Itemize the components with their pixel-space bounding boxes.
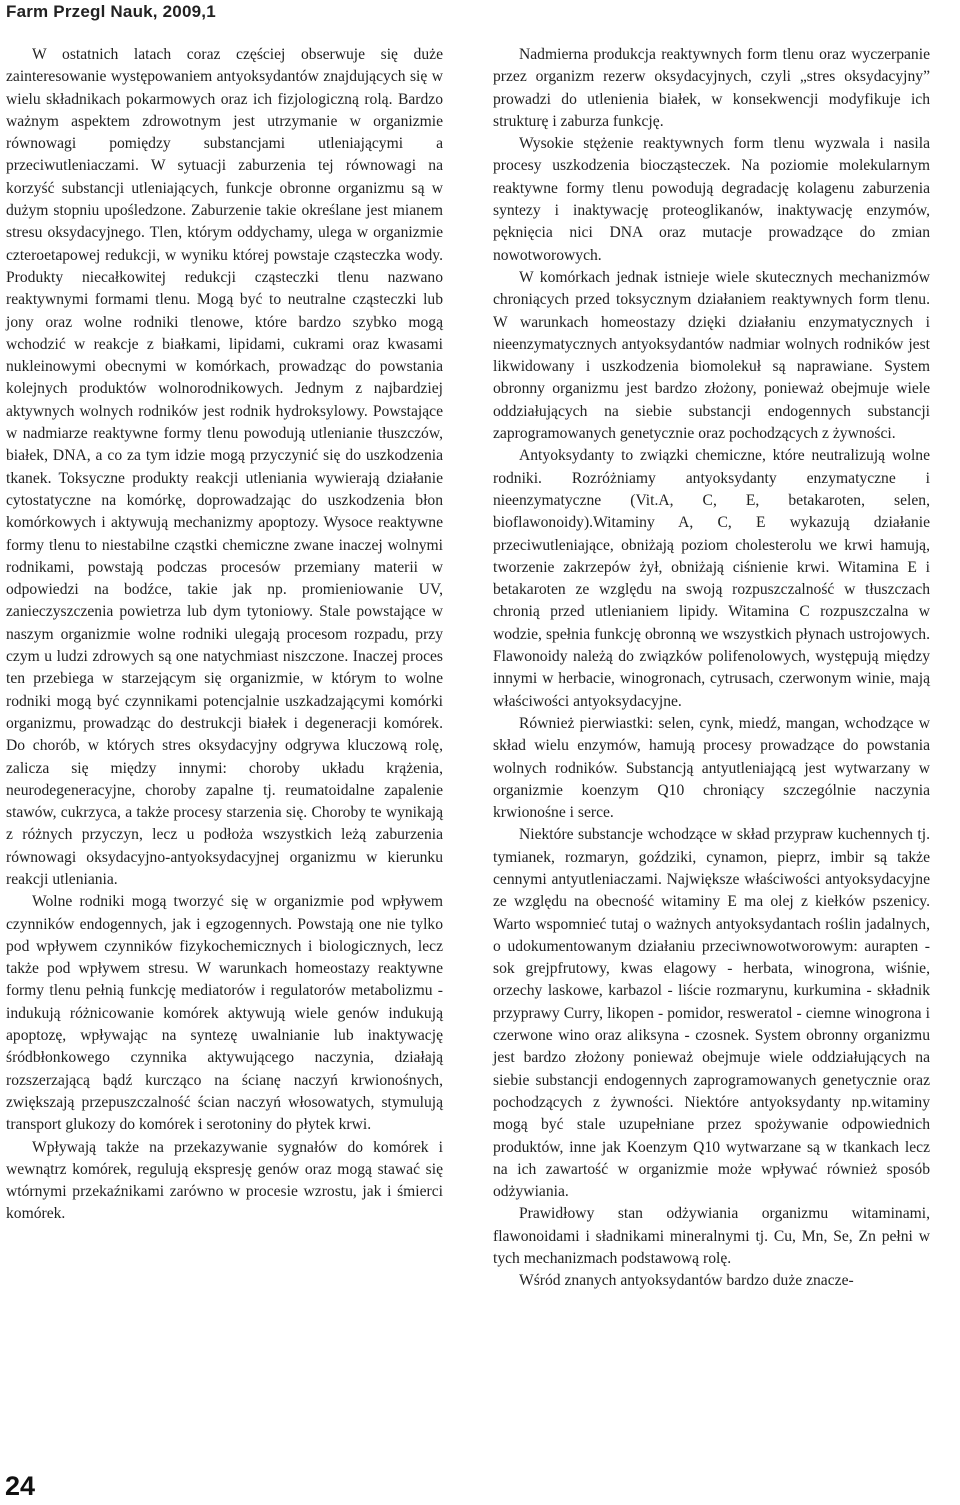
paragraph: Wolne rodniki mogą tworzyć się w organizmie pod wpływem czynników endogennych, jak i egzogennych. Powstają one nie tylko pod wpływem czynników fizykochemicznych i biologicznych, lecz także pod wpływem stresu. W warunkach homeostazy reaktywne formy tlenu pełnią funkcję mediatorów i regulatorów metabolizmu - indukują różnicowanie komórek aktywują wiele genów indukują apoptozę, wpływając na syntezę uwalnianie lub inaktywację śródbłonkowego czynnika aktywującego naczynia, działają rozszerzającą bądź kurcząco na ścianę naczyń krwionośnych, zwiększają przepuszczalność ścian naczyń włosowatych, stymulują transport glukozy do komórek i serotoniny do płytek krwi. (6, 893, 443, 1134)
paragraph: Antyoksydanty to związki chemiczne, które neutralizują wolne rodniki. Rozróżniamy antyoksydanty enzymatyczne i nieenzymatyczne (Vit.A, C, E, betakaroten, selen, bioflawonoidy).Witaminy A, C, E wykazują działanie przeciwutleniające, obniżają poziom cholesterolu we krwi hamują, tworzenie zakrzepów żył, obniżają ciśnienie krwi. Witamina E i betakaroten ze względu na swoją rozpuszczalność w tłuszczach chronią przed utlenianiem lipidy. Witamina C rozpuszczalna w wodzie, spełnia funkcję obronną we wszystkich płynach ustrojowych. Flawonoidy należą do związków polifenolowych, występują między innymi w herbacie, winogronach, cytrusach, czerwonym winie, mają właściwości antyoksydacyjne. (493, 447, 930, 710)
paragraph: Nadmierna produkcja reaktywnych form tlenu oraz wyczerpanie przez organizm rezerw oksydacyjnych, czyli „stres oksydacyjny” prowadzi do utlenienia białek, w konsekwencji modyfikuje ich strukturę i zaburza funkcję. (493, 46, 930, 130)
paragraph: W komórkach jednak istnieje wiele skutecznych mechanizmów chroniących przed toksycznym działaniem reaktywnych form tlenu. W warunkach homeostazy dzięki działaniu enzymatycznych i nieenzymatycznych antyoksydantów nadmiar wolnych rodników jest likwidowany i uszkodzenia biomolekuł są naprawiane. System obronny organizmu jest bardzo złożony, ponieważ obejmuje wiele oddziałujących na siebie substancji endogennych substancji zaprogramowanych genetycznie oraz pochodzących z żywności. (493, 268, 930, 443)
paragraph: W ostatnich latach coraz częściej obserwuje się duże zainteresowanie występowaniem antyoksydantów znajdujących się w wielu składnikach pokarmowych oraz ich fizjologiczną rolą. Bardzo ważnym aspektem zdrowotnym jest utrzymanie w organizmie równowagi pomiędzy substancjami utleniającymi a przeciwutleniaczami. W sytuacji zaburzenia tej równowagi na korzyść substancji utleniających, funkcje obronne organizmu są w dużym stopniu upośledzone. Zaburzenie takie określane jest mianem stresu oksydacyjnego. Tlen, którym oddychamy, ulega w organizmie czteroetapowej redukcji, w wyniku której powstaje cząsteczka wody. Produkty niecałkowitej redukcji cząsteczki tlenu nazwano reaktywnymi formami tlenu. Mogą być to neutralne cząsteczki lub jony oraz wolne rodniki tlenowe, które bardzo szybko mogą wchodzić w reakcje z białkami, lipidami, cukrami oraz kwasami nukleinowymi obecnymi w komórkach, prowadząc do powstania kolejnych produktów wolnorodnikowych. Jednym z najbardziej aktywnych wolnych rodników jest rodnik hydroksylowy. Powstające w nadmiarze reaktywne formy tlenu powodują utlenianie tłuszczów, białek, DNA, a co za tym idzie mogą przyczynić się do uszkodzenia tkanek. Toksyczne produkty reakcji utleniania wywierają działanie cytostatyczne na komórkę, doprowadzając do uszkodzenia błon komórkowych i aktywują mechanizmy apoptozy. Wysoce reaktywne formy tlenu to niestabilne cząstki chemiczne zwane inaczej wolnymi rodnikami, powstają podczas procesów przemiany materii w odpowiedzi na bodźce, takie jak np. promieniowanie UV, zanieczyszczenia powietrza lub dym tytoniowy. Stale powstające w naszym organizmie wolne rodniki ulegają procesom rozpadu, przy czym u ludzi zdrowych są one natychmiast niszczone. Inaczej proces ten przebiega w starzejącym się organizmie, w którym to wolne rodniki mogą być czynnikami potencjalnie uszkadzającymi komórki organizmu, prowadząc do destrukcji białek i degeneracji komórek. Do chorób, w których stres oksydacyjny odgrywa kluczową rolę, zalicza się między innymi: choroby układu krążenia, neurodegeneracyjne, choroby zapalne tj. reumatoidalne zapalenie stawów, cukrzyca, a także procesy starzenia się. Choroby te wynikają z różnych przyczyn, lecz u podłoża wszystkich leżą zaburzenia równowagi oksydacyjno-antyoksydacyjnej organizmu w kierunku reakcji utleniania. (6, 46, 443, 888)
left-column (6, 44, 443, 1226)
page-number: 24 (5, 1471, 36, 1501)
journal-header: Farm Przegl Nauk, 2009,1 (6, 2, 216, 21)
paragraph: Prawidłowy stan odżywiania organizmu witaminami, flawonoidami i sładnikami mineralnymi tj. Cu, Mn, Se, Zn pełni w tych mechanizmach podstawową rolę. (493, 1205, 930, 1268)
paragraph: Wśród znanych antyoksydantów bardzo duże znacze- (519, 1272, 854, 1290)
paragraph: Wpływają także na przekazywanie sygnałów do komórek i wewnątrz komórek, regulują ekspresję genów oraz mogą stawać się wtórnymi przekaźnikami zarówno w procesie wzrostu, jak i śmierci komórek. (6, 1138, 443, 1223)
paragraph: Niektóre substancje wchodzące w skład przypraw kuchennych tj. tymianek, rozmaryn, goździki, cynamon, pieprz, imbir są także cennymi antyutleniaczami. Największe właściwości antyoksydacyjne ze względu na obecność witaminy E ma olej z kiełków pszenicy. Warto wspomnieć tutaj o ważnych antyoksydantach roślin jadalnych, o udokumentowanym działaniu przeciwnowotworowym: aurapten - sok grejpfrutowy, kwas elagowy - herbata, winogrona, wiśnie, orzechy laskowe, karbazol - liście rozmarynu, kurkumina - składnik przyprawy Curry, likopen - pomidor, resweratol - ciemne winogrona i czerwone wino oraz aliksyna - czosnek. System obronny organizmu jest bardzo złożony ponieważ obejmuje wiele oddziałujących na siebie substancji endogennych zaprogramowanych genetycznie oraz pochodzących z żywności. Niektóre antyoksydanty np.witaminy mogą być stale uzupełniane przez spożywanie odpowiednich produktów, inne jak Koenzym Q10 wytwarzane są w tkankach lecz na ich zawartość w organizmie może wpływać również sposób odżywiania. (493, 826, 930, 1201)
right-column (493, 44, 930, 1293)
paragraph: Wysokie stężenie reaktywnych form tlenu wyzwala i nasila procesy uszkodzenia biocząsteczek. Na poziomie molekularnym reaktywne formy tlenu powodują degradację kolagenu zaburzenia syntezy i inaktywację proteoglikanów, inaktywację enzymów, pęknięcia nici DNA oraz mutacje prowadzące do zmian nowotworowych. (493, 135, 930, 264)
paragraph: Również pierwiastki: selen, cynk, miedź, mangan, wchodzące w skład wielu enzymów, hamują procesy prowadzące do powstania wolnych rodników. Substancją antyutleniającą jest wytwarzany w organizmie koenzym Q10 chroniący szczególnie naczynia krwionośne i serce. (493, 714, 930, 822)
